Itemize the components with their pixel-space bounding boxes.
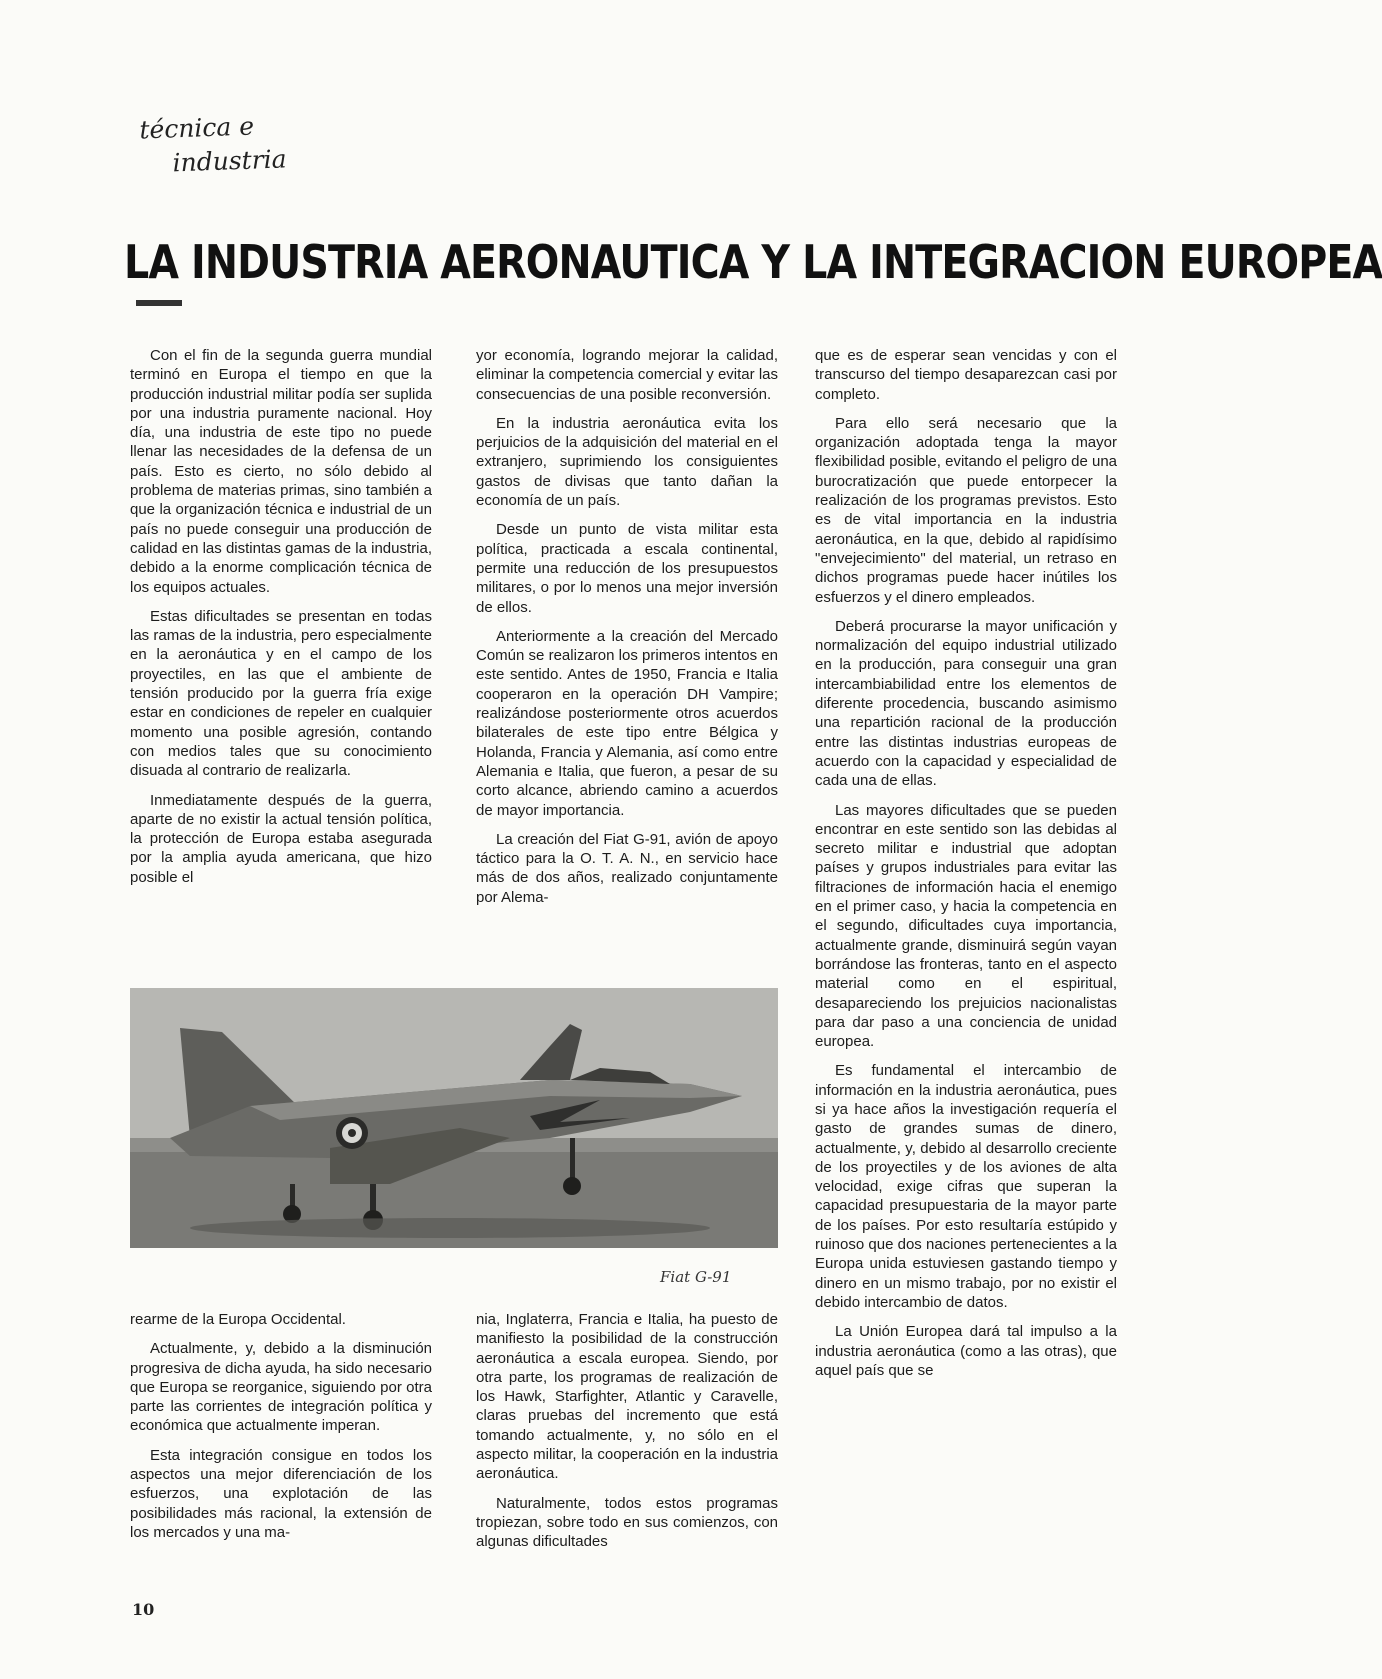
paragraph: Estas dificultades se presentan en todas las ramas de la industria, pero especialmente en la aeronáutica y en el campo de los proyectiles, en las que el ambiente de tensión producido por la guerra fría exige estar en condiciones de repeler en cualquier momento una posible agresión, contando con medios tales que su conocimiento disuada al contrario de realizarla. xyxy=(130,607,432,780)
column-2-top xyxy=(476,346,778,986)
section-tag-handwritten xyxy=(139,107,341,182)
paragraph: yor economía, logrando mejorar la calidad, eliminar la competencia comercial y evitar las consecuencias de una posible reconversión. xyxy=(476,347,778,403)
fiat-g91-illustration xyxy=(130,988,778,1248)
paragraph: que es de esperar sean vencidas y con el transcurso del tiempo desaparezcan casi por completo. xyxy=(815,347,1117,403)
paragraph: Anteriormente a la creación del Mercado Común se realizaron los primeros intentos en este sentido. Antes de 1950, Francia e Italia cooperaron en la operación DH Vampire; realizándose posteriormente otros acuerdos bilaterales de este tipo entre Bélgica y Holanda, Francia y Alemania, así como entre Alemania e Italia, que fueron, a pesar de su corto alcance, abriendo camino a acuerdos de mayor importancia. xyxy=(476,627,778,819)
section-tag-line-1: técnica e xyxy=(138,111,255,145)
paragraph: Para ello será necesario que la organización adoptada tenga la mayor flexibilidad posible, evitando el peligro de una burocratización que puede entorpecer la realización de los programas previstos. Esto es de vital importancia en la industria aeronáutica, en la que, debido al rapidísimo "envejecimiento" del material, un retraso en dichos programas puede hacer inútiles los esfuerzos y el dinero empleados. xyxy=(815,414,1117,606)
article-title: LA INDUSTRIA AERONAUTICA Y LA INTEGRACION EUROPEA xyxy=(124,235,1382,289)
photo-caption: Fiat G-91 xyxy=(660,1268,732,1286)
paragraph: rearme de la Europa Occidental. xyxy=(130,1311,346,1328)
column-1-bottom xyxy=(130,1310,432,1590)
paragraph: Con el fin de la segunda guerra mundial terminó en Europa el tiempo en que la producción industrial militar podía ser suplida por una industria puramente nacional. Hoy día, una industria de este tipo no puede llenar las necesidades de la defensa de un país. Esto es cierto, no sólo debido al problema de materias primas, sino también a que la organización técnica e industrial de un país no puede conseguir una producción de calidad en las distintas gamas de la industria, debido a la enorme complicación técnica de los equipos actuales. xyxy=(130,347,432,596)
paragraph: La Unión Europea dará tal impulso a la industria aeronáutica (como a las otras), que aquel país que se xyxy=(815,1323,1117,1379)
paragraph: Inmediatamente después de la guerra, aparte de no existir la actual tensión política, la protección de Europa estaba asegurada por la amplia ayuda americana, que hizo posible el xyxy=(130,791,432,886)
paragraph: Las mayores dificultades que se pueden encontrar en este sentido son las debidas al secreto militar e industrial que adoptan países y grupos industriales para evitar las filtraciones de información hacia el enemigo en el primer caso, y hacia la competencia en el segundo, dificultades cuya importancia, actualmente grande, disminuirá según vayan borrándose las fronteras, tanto en el aspecto material como en el espiritual, desapareciendo los prejuicios nacionalistas para dar paso a una conciencia de unidad europea. xyxy=(815,801,1117,1051)
column-1-top xyxy=(130,346,432,986)
column-2-bottom xyxy=(476,1310,778,1590)
paragraph: Naturalmente, todos estos programas tropiezan, sobre todo en sus comienzos, con algunas dificultades xyxy=(476,1494,778,1551)
paragraph: Actualmente, y, debido a la disminución progresiva de dicha ayuda, ha sido necesario que Europa se reorganice, siguiendo por otra parte las corrientes de integración política y económica que actualmente imperan. xyxy=(130,1340,432,1435)
paragraph: La creación del Fiat G-91, avión de apoyo táctico para la O. T. A. N., en servicio hace más de dos años, realizado conjuntamente por Alema- xyxy=(476,830,778,906)
paragraph: Deberá procurarse la mayor unificación y normalización del equipo industrial utilizado en la producción, para conseguir una gran intercambiabilidad entre los elementos de diferente procedencia, buscando asimismo una repartición racional de la producción entre las distintas industrias europeas de acuerdo con la capacidad y especialidad de cada una de ellas. xyxy=(815,617,1117,790)
column-3 xyxy=(815,346,1117,1576)
page-number: 10 xyxy=(132,1600,155,1619)
paragraph: Es fundamental el intercambio de información en la industria aeronáutica, pues si ya hace años la investigación requería el gasto de grandes sumas de dinero, actualmente, y, debido al desarrollo creciente de los proyectiles y de los aviones de alta velocidad, exige cifras que superan la capacidad presupuestaria de la mayor parte de los países. Por esto resultaría estúpido y ruinoso que dos naciones pertenecientes a la Europa unida estuviesen gastando tiempo y dinero en un mismo trabajo, por no existir el debido intercambio de datos. xyxy=(815,1062,1117,1311)
paragraph: Desde un punto de vista militar esta política, practicada a escala continental, permite una reducción de los presupuestos militares, o por lo menos una mejor inversión de ellos. xyxy=(476,521,778,616)
paragraph: Esta integración consigue en todos los aspectos una mejor diferenciación de los esfuerzos, una explotación de las posibilidades más racional, la extensión de los mercados y una ma- xyxy=(130,1446,432,1541)
paragraph: nia, Inglaterra, Francia e Italia, ha puesto de manifiesto la posibilidad de la construcción aeronáutica a escala europea. Siendo, por otra parte, los programas de realización de los Hawk, Starfighter, Atlantic y Caravelle, claras pruebas del incremento que está tomando actualmente, y, no sólo en el aspecto militar, la cooperación en la industria aeronáutica. xyxy=(476,1311,778,1483)
paragraph: En la industria aeronáutica evita los perjuicios de la adquisición del material en el extranjero, suprimiendo los consiguientes gastos de divisas que tanto dañan la economía de un país. xyxy=(476,414,778,510)
title-rule xyxy=(136,300,182,306)
section-tag-line-2: industria xyxy=(172,144,287,178)
aircraft-photo xyxy=(130,988,778,1248)
